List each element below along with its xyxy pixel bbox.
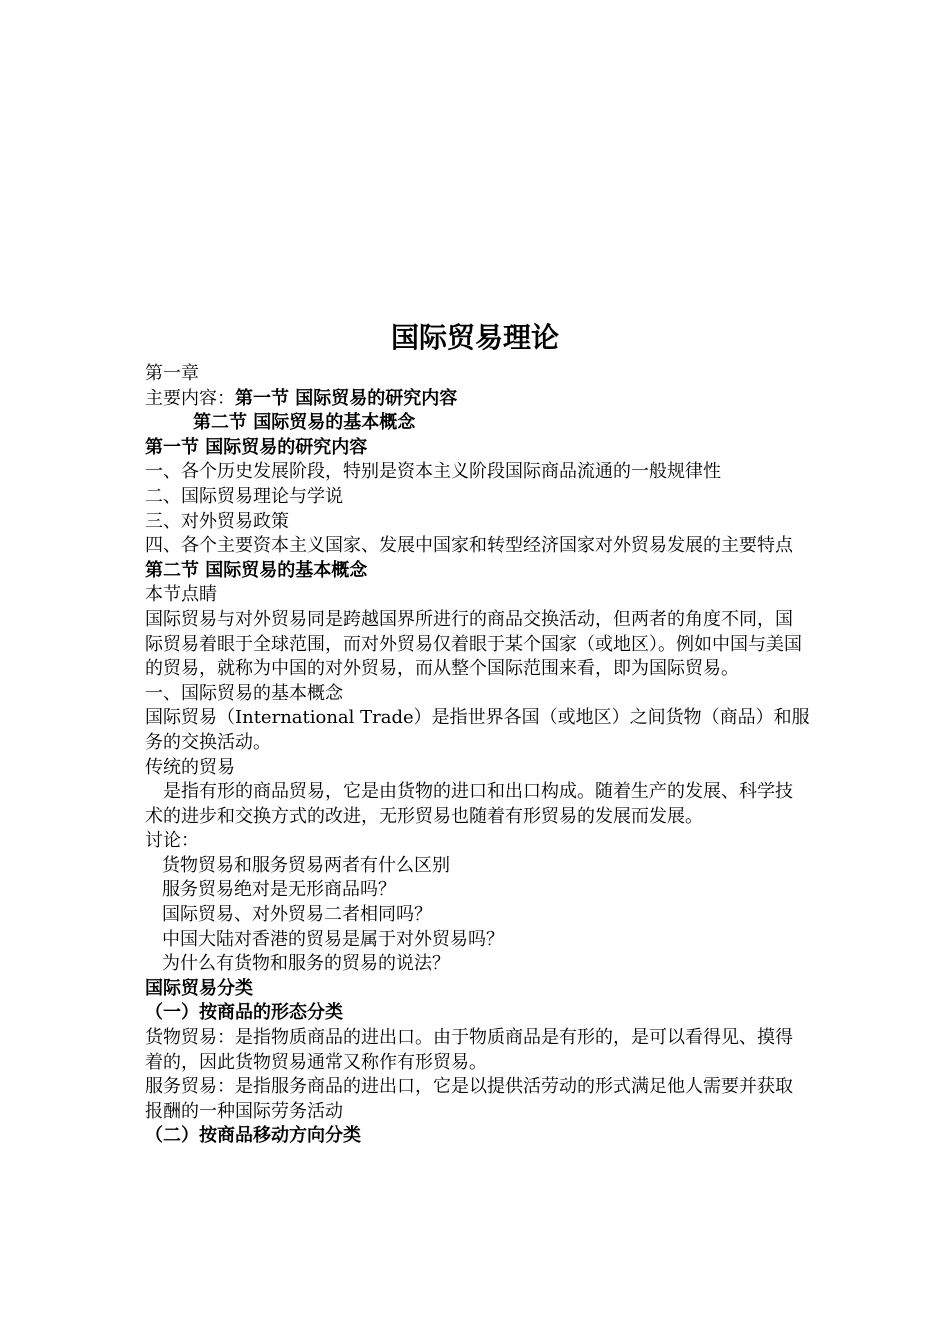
- section1-item: 一、各个历史发展阶段，特别是资本主义阶段国际商品流通的一般规律性: [145, 461, 721, 483]
- highlight-label: 本节点睛: [145, 584, 217, 606]
- chapter-label: 第一章: [145, 363, 199, 384]
- discussion-item: 为什么有货物和服务的贸易的说法？: [162, 953, 450, 975]
- outline-line-1: [145, 387, 810, 412]
- classification-subheading-2: （二）按商品移动方向分类: [145, 1125, 361, 1147]
- section2-heading: 第二节 国际贸易的基本概念: [145, 559, 368, 581]
- concept-paragraph: 国际贸易（International Trade）是指世界各国（或地区）之间货物（商品）和服务的交换活动。: [145, 707, 810, 753]
- outline-label: 主要内容：: [145, 387, 235, 409]
- section1-heading: 第一节 国际贸易的研究内容: [145, 436, 368, 458]
- traditional-trade-label: 传统的贸易: [145, 756, 235, 778]
- outline-item-1: 第一节 国际贸易的研究内容: [235, 387, 458, 409]
- concept-heading: 一、国际贸易的基本概念: [145, 682, 343, 704]
- highlight-paragraph: 国际贸易与对外贸易同是跨越国界所进行的商品交换活动，但两者的角度不同，国际贸易着眼于全球范围，而对外贸易仅着眼于某个国家（或地区）。例如中国与美国的贸易，就称为中国的对外贸易，而从整个国际范围来看，即为国际贸易。: [145, 608, 802, 680]
- discussion-item: 国际贸易、对外贸易二者相同吗？: [162, 904, 432, 926]
- goods-trade-paragraph: 货物贸易：是指物质商品的进出口。由于物质商品是有形的，是可以看得见、摸得着的，因此货物贸易通常又称作有形贸易。: [145, 1027, 793, 1073]
- section1-item: 二、国际贸易理论与学说: [145, 485, 343, 507]
- classification-heading: 国际贸易分类: [145, 977, 253, 999]
- outline-item-2: 第二节 国际贸易的基本概念: [193, 412, 416, 434]
- discussion-item: 货物贸易和服务贸易两者有什么区别: [162, 854, 450, 876]
- section1-item: 三、对外贸易政策: [145, 510, 289, 532]
- traditional-trade-paragraph: 是指有形的商品贸易，它是由货物的进口和出口构成。随着生产的发展、科学技术的进步和交换方式的改进，无形贸易也随着有形贸易的发展而发展。: [145, 781, 793, 827]
- discussion-label: 讨论：: [145, 830, 199, 852]
- document-title: 国际贸易理论: [390, 321, 559, 354]
- discussion-item: 中国大陆对香港的贸易是属于对外贸易吗？: [162, 928, 504, 950]
- discussion-item: 服务贸易绝对是无形商品吗？: [162, 879, 396, 901]
- classification-subheading-1: （一）按商品的形态分类: [145, 1002, 343, 1024]
- services-trade-paragraph: 服务贸易：是指服务商品的进出口，它是以提供活劳动的形式满足他人需要并获取报酬的一种国际劳务活动: [145, 1076, 793, 1122]
- document-body: [145, 362, 810, 1149]
- section1-item: 四、各个主要资本主义国家、发展中国家和转型经济国家对外贸易发展的主要特点: [145, 535, 793, 557]
